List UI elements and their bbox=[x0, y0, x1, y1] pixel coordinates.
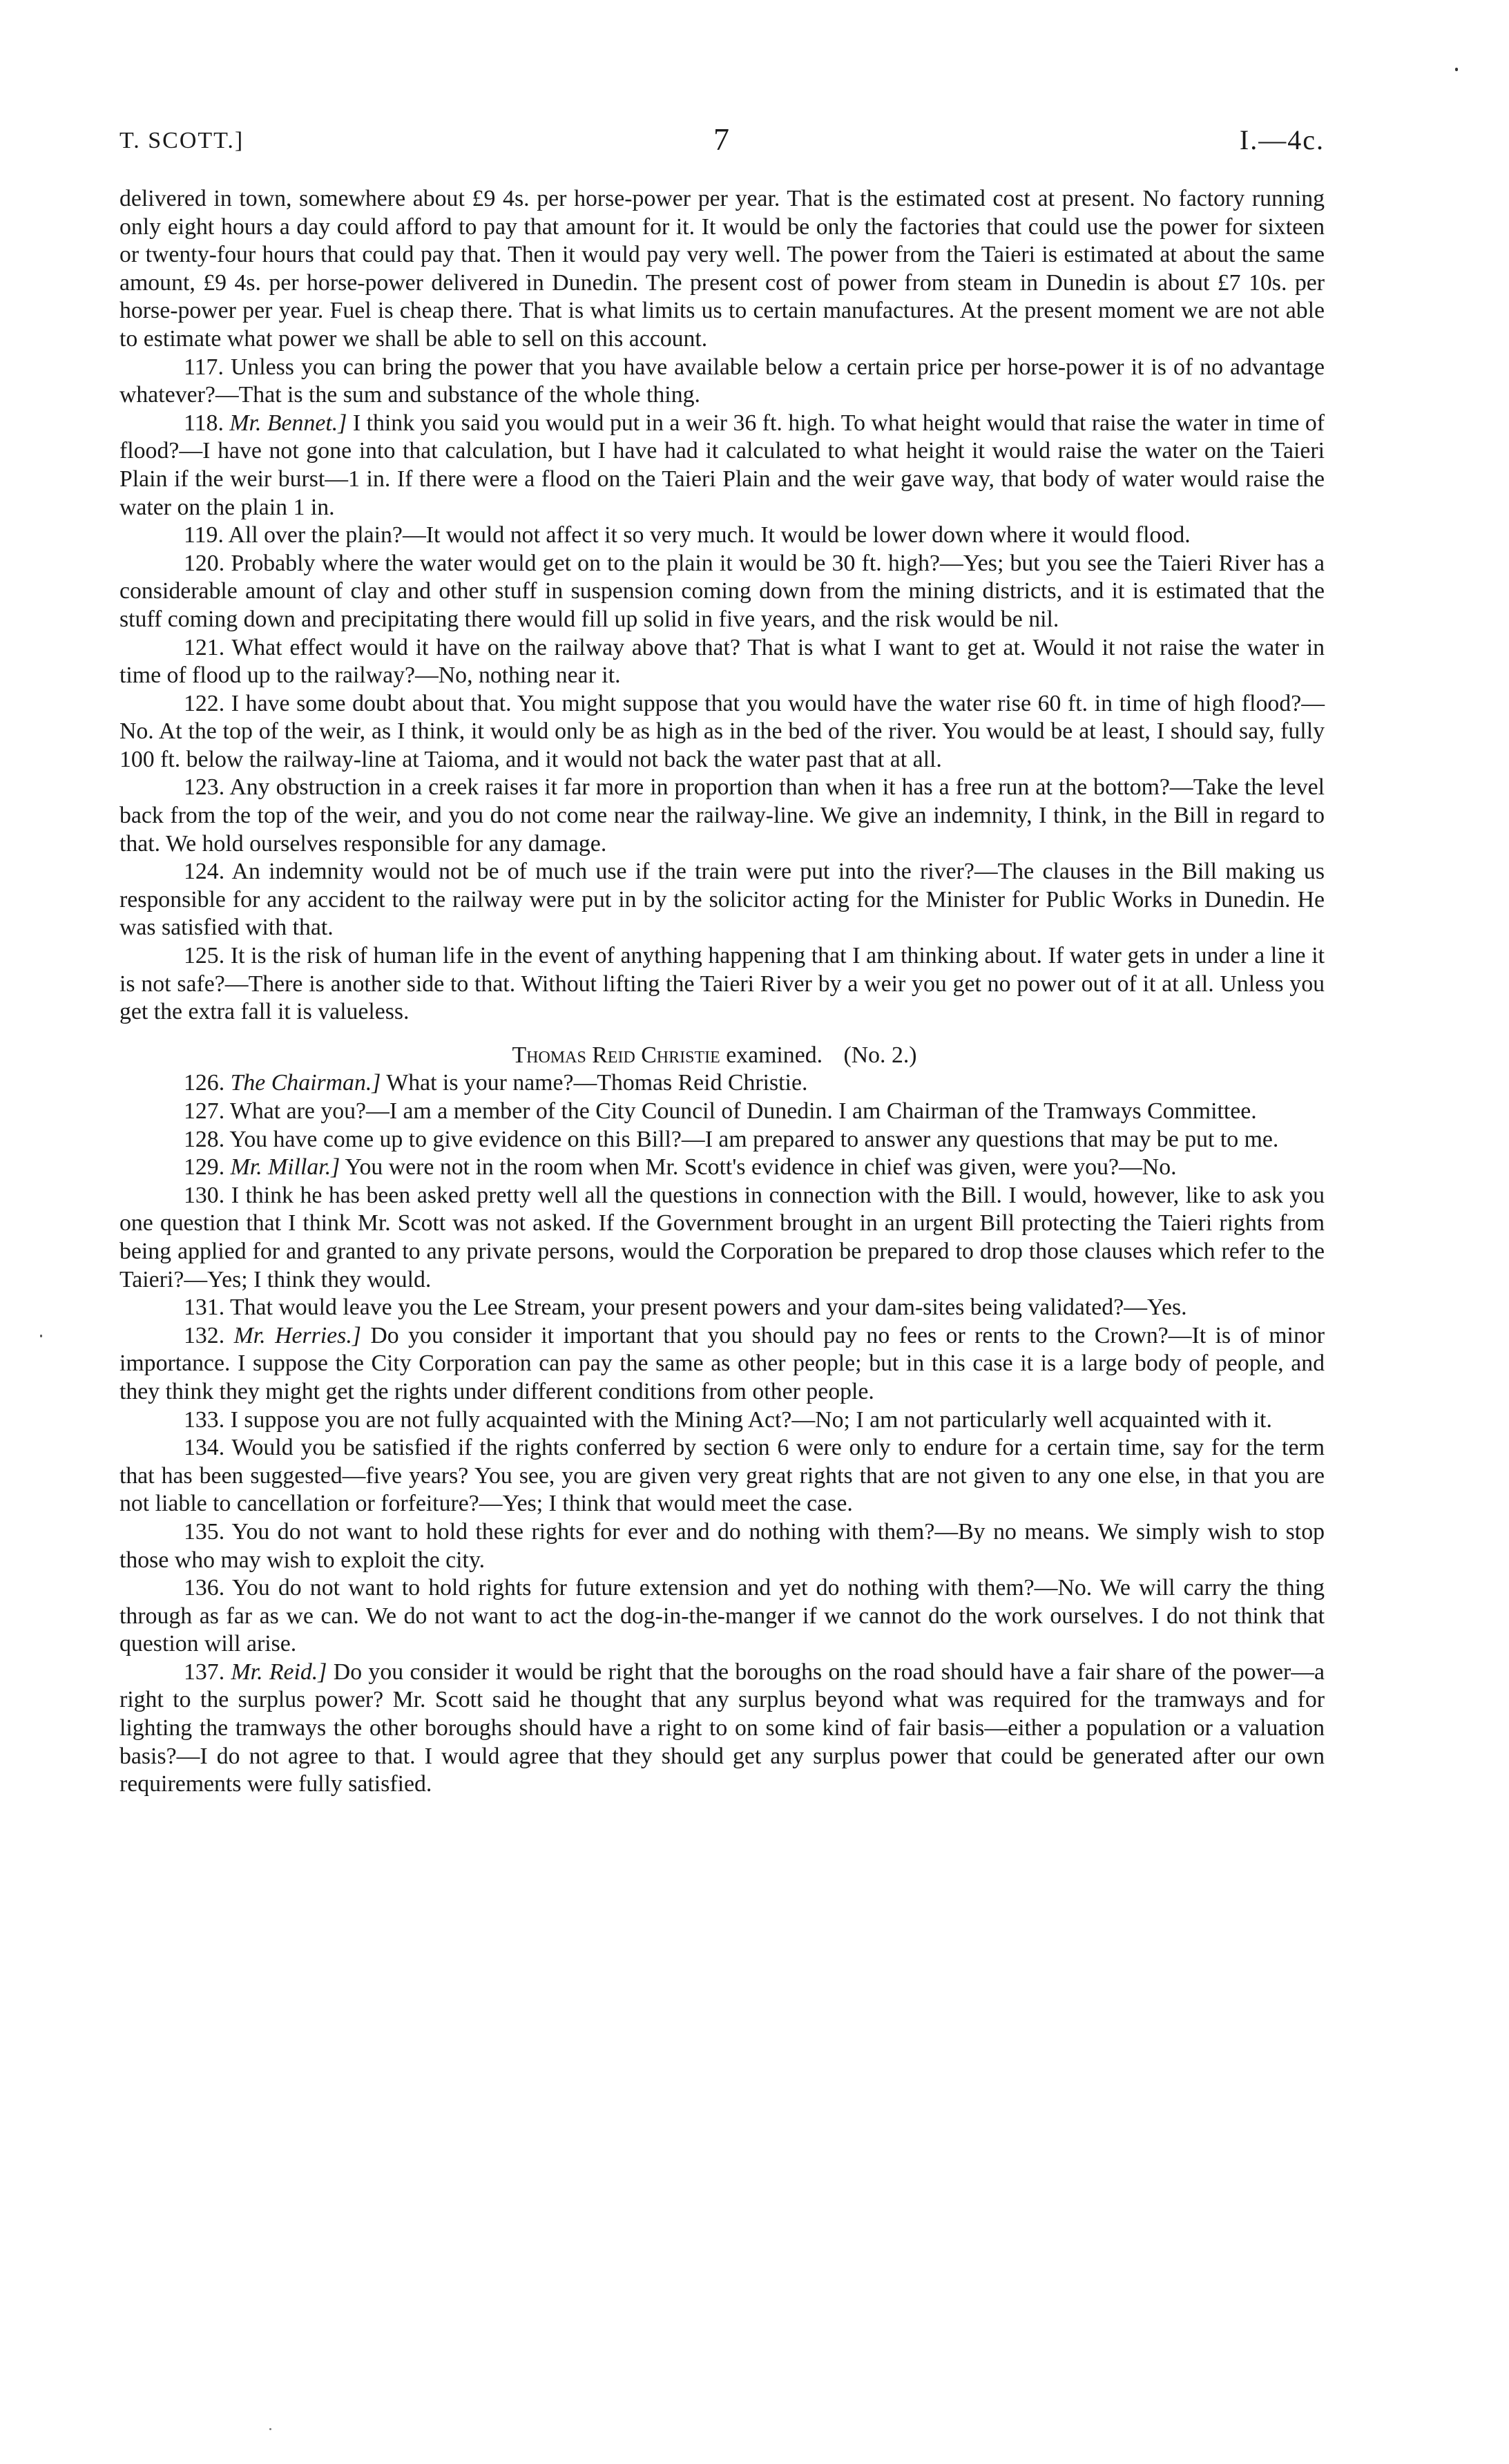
witness-status: examined. bbox=[726, 1042, 823, 1068]
witness-number: (No. 2.) bbox=[843, 1042, 917, 1068]
paragraph: 128. You have come up to give evidence on this Bill?—I am prepared to answer any questions that may be put to me. bbox=[184, 1126, 1279, 1152]
running-header bbox=[119, 121, 1325, 162]
paper-reference: I.—4c. bbox=[1239, 124, 1325, 155]
header-witness: T. SCOTT.] bbox=[119, 128, 244, 153]
paragraph: 126. The Chairman.] What is your name?—Thomas Reid Christie. bbox=[184, 1070, 808, 1096]
paragraph: 130. I think he has been asked pretty well all the questions in connection with the Bill. I would, however, like to ask you one question that I think Mr. Scott was not asked. If the Government brought in an urgent Bill protecting the Taieri rights from being applied for and granted to any private persons, would the Corporation be prepared to drop those clauses which refer to the Taieri?—Yes; I think they would. bbox=[119, 1182, 1325, 1292]
speaker: The Chairman.] bbox=[230, 1070, 381, 1096]
speaker: Mr. Bennet.] bbox=[229, 410, 347, 436]
scan-mark bbox=[1455, 68, 1458, 71]
paragraph: 118. Mr. Bennet.] I think you said you would put in a weir 36 ft. high. To what height would that raise the water in time of flood?—I have not gone into that calculation, but I have had it calculated to what height it would raise the water on the Taieri Plain if the weir burst—1 in. If there were a flood on the Taieri Plain and the weir gave way, that body of water would raise the water on the plain 1 in. bbox=[119, 410, 1325, 520]
paragraph: 129. Mr. Millar.] You were not in the room when Mr. Scott's evidence in chief was given, were you?—No. bbox=[184, 1154, 1177, 1181]
paragraph: 133. I suppose you are not fully acquainted with the Mining Act?—No; I am not particularly well acquainted with it. bbox=[184, 1406, 1272, 1433]
paragraph: 125. It is the risk of human life in the event of anything happening that I am thinking about. If water gets in under a line it is not safe?—There is another side to that. Without lifting the Taieri River by a weir you get no power out of it at all. Unless you get the extra fall it is valueless. bbox=[119, 943, 1325, 1025]
paragraph: 134. Would you be satisfied if the rights conferred by section 6 were only to endure for a certain time, say for the term that has been suggested—five years? You see, you are given very great rights that are not given to any one else, in that you are not liable to cancellation or forfeiture?—Yes; I think that would meet the case. bbox=[119, 1435, 1325, 1517]
paragraph: 122. I have some doubt about that. You might suppose that you would have the water rise 60 ft. in time of high flood?—No. At the top of the weir, as I think, it would only be as high as in the bed of the river. You would be at least, I should say, fully 100 ft. below the railway-line at Taioma, and it would not back the water past that at all. bbox=[119, 690, 1325, 772]
paragraph: 137. Mr. Reid.] Do you consider it would be right that the boroughs on the road should have a fair share of the power—a right to the surplus power? Mr. Scott said he thought that any surplus beyond what was required for the tramways and for lighting the tramways the other boroughs should have a right to on some kind of fair basis—either a population or a valuation basis?—I do not agree to that. I would agree that they should get any surplus power that could be generated after our own requirements were fully satisfied. bbox=[119, 1659, 1325, 1797]
paragraph: 121. What effect would it have on the railway above that? That is what I want to get at. Would it not raise the water in time of flood up to the railway?—No, nothing near it. bbox=[119, 634, 1325, 689]
paragraph: 119. All over the plain?—It would not affect it so very much. It would be lower down where it would flood. bbox=[184, 522, 1191, 548]
speaker: Mr. Reid.] bbox=[231, 1659, 327, 1685]
scan-mark bbox=[269, 2428, 271, 2430]
section-heading bbox=[119, 1042, 1325, 1070]
paragraph: 136. You do not want to hold rights for future extension and yet do nothing with them?—No. We will carry the thing through as far as we can. We do not want to act the dog-in-the-manger if we cannot do the work ourselves. I do not think that question will arise. bbox=[119, 1575, 1325, 1657]
paragraph: delivered in town, somewhere about £9 4s. per horse-power per year. That is the estimated cost at present. No factory running only eight hours a day could afford to pay that amount for it. It would be only the factories that could use the power for sixteen or twenty-four hours that could pay that. Then it would pay very well. The power from the Taieri is estimated at about the same amount, £9 4s. per horse-power delivered in Dunedin. The present cost of power from steam in Dunedin is about £7 10s. per horse-power per year. Fuel is cheap there. That is what limits us to certain manufactures. At the present moment we are not able to estimate what power we shall be able to sell on this account. bbox=[119, 186, 1325, 352]
paragraph: 124. An indemnity would not be of much use if the train were put into the river?—The clauses in the Bill making us responsible for any accident to the railway were put in by the solicitor acting for the Minister for Public Works in Dunedin. He was satisfied with that. bbox=[119, 859, 1325, 941]
paragraph: 127. What are you?—I am a member of the City Council of Dunedin. I am Chairman of the Tramways Committee. bbox=[184, 1098, 1257, 1124]
witness-name: Thomas Reid Christie bbox=[512, 1042, 720, 1068]
paragraph: 120. Probably where the water would get on to the plain it would be 30 ft. high?—Yes; but you see the Taieri River has a considerable amount of clay and other stuff in suspension coming down from the mining districts, and it is estimated that the stuff coming down and precipitating there would fill up solid in five years, and the risk would be nil. bbox=[119, 550, 1325, 632]
speaker: Mr. Millar.] bbox=[230, 1154, 340, 1181]
paragraph: 131. That would leave you the Lee Stream, your present powers and your dam-sites being validated?—Yes. bbox=[184, 1295, 1187, 1321]
paragraph: 135. You do not want to hold these rights for ever and do nothing with them?—By no means. We simply wish to stop those who may wish to exploit the city. bbox=[119, 1518, 1325, 1573]
page-number: 7 bbox=[713, 122, 731, 157]
paragraph: 132. Mr. Herries.] Do you consider it important that you should pay no fees or rents to the Crown?—It is of minor importance. I suppose the City Corporation can pay the same as other people; but in this case it is a large body of people, and they think they might get the rights under different conditions from other people. bbox=[119, 1322, 1325, 1404]
body-text bbox=[119, 185, 1325, 1799]
paragraph: 123. Any obstruction in a creek raises it far more in proportion than when it has a free run at the bottom?—Take the level back from the top of the weir, and you do not come near the railway-line. We give an indemnity, I think, in the Bill in regard to that. We hold ourselves responsible for any damage. bbox=[119, 774, 1325, 857]
speaker: Mr. Herries.] bbox=[233, 1322, 361, 1348]
paragraph: 117. Unless you can bring the power that you have available below a certain price per horse-power it is of no advantage whatever?—That is the sum and substance of the whole thing. bbox=[119, 354, 1325, 408]
scan-mark bbox=[40, 1335, 42, 1337]
